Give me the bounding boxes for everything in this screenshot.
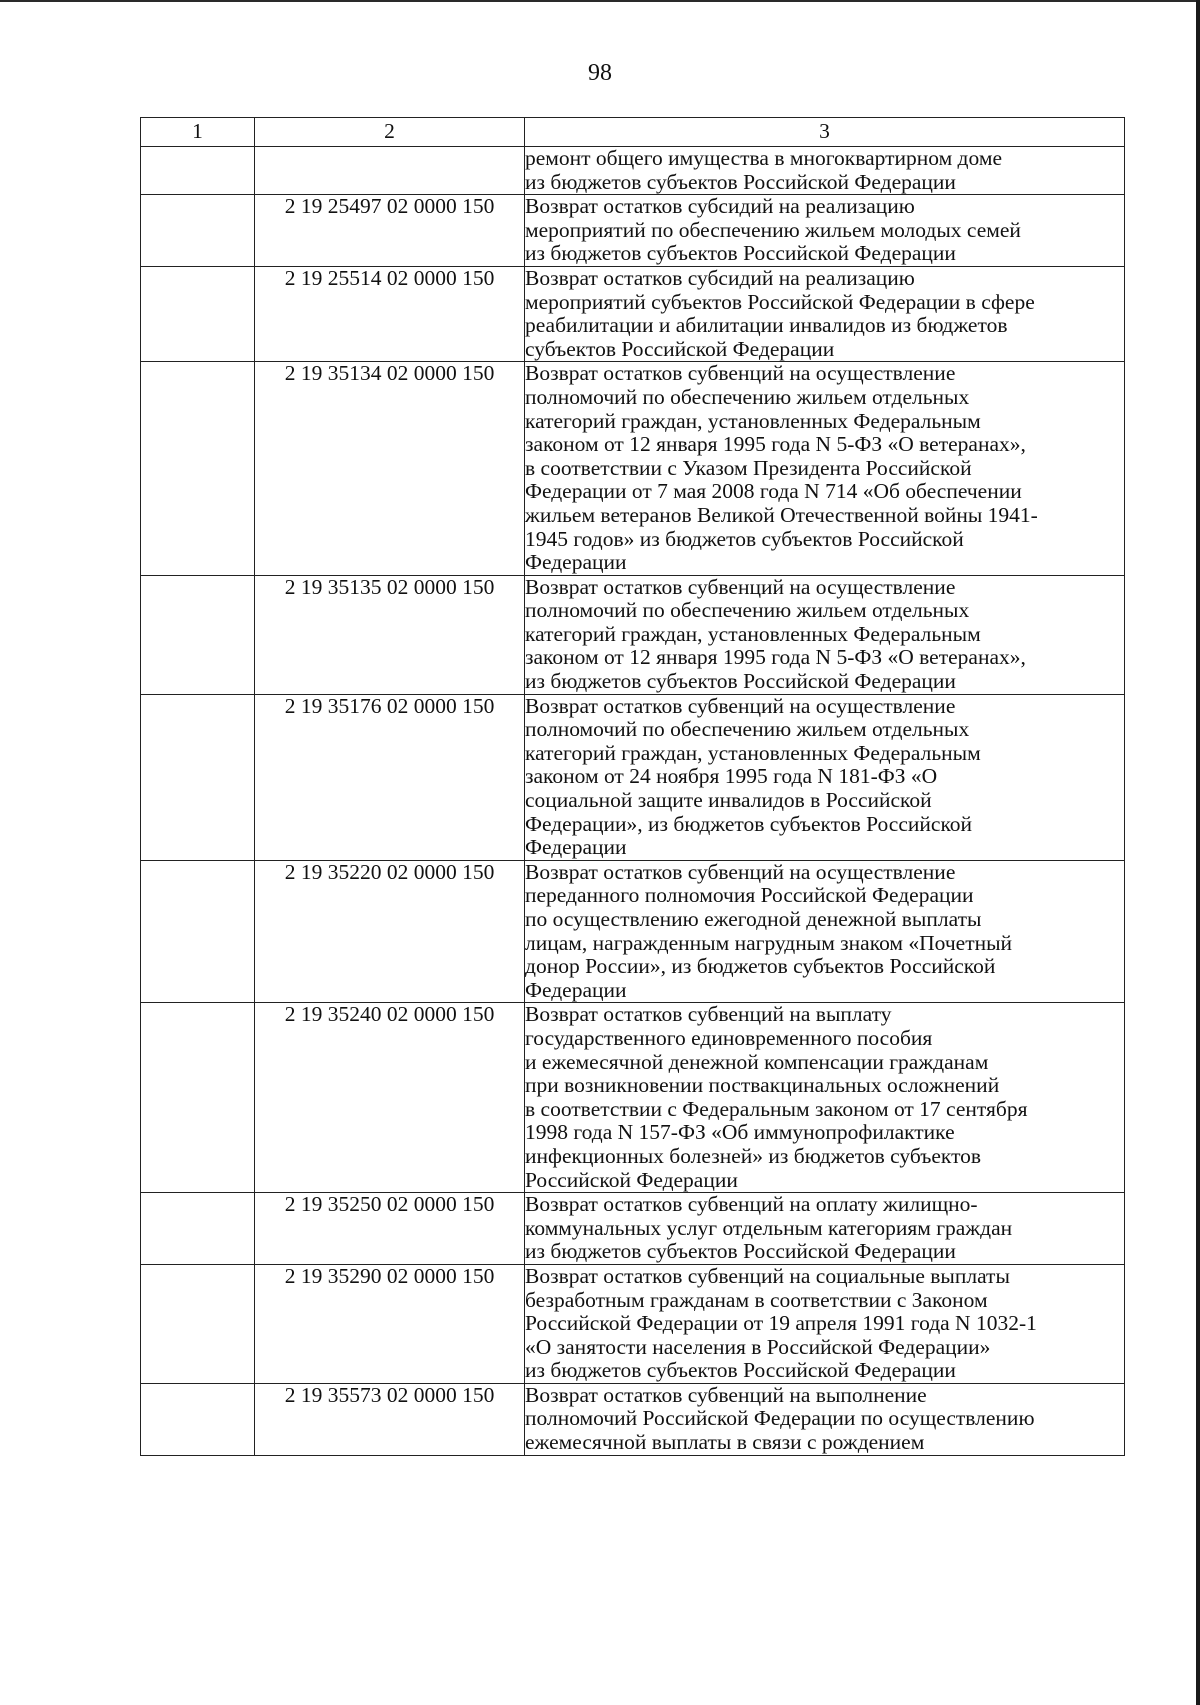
description-line: социальной защите инвалидов в Российской bbox=[525, 788, 932, 813]
column-header-1: 1 bbox=[141, 118, 255, 147]
description-cell bbox=[525, 1383, 1125, 1455]
row-number-cell bbox=[141, 1003, 255, 1193]
row-number-cell bbox=[141, 147, 255, 195]
description-line: государственного единовременного пособия bbox=[525, 1025, 933, 1050]
budget-code-cell: 2 19 35240 02 0000 150 bbox=[255, 1003, 525, 1193]
description-line: Возврат остатков субвенций на осуществление bbox=[525, 859, 956, 884]
description-line: законом от 24 ноября 1995 года N 181-ФЗ «О bbox=[525, 764, 938, 789]
description-line: лицам, награжденным нагрудным знаком «Почетный bbox=[525, 930, 1013, 955]
description-line: из бюджетов субъектов Российской Федерации bbox=[525, 241, 956, 266]
description-line: жильем ветеранов Великой Отечественной войны 1941- bbox=[525, 502, 1038, 527]
description-line: Возврат остатков субсидий на реализацию bbox=[525, 265, 915, 290]
description-line: Возврат остатков субсидий на реализацию bbox=[525, 194, 915, 219]
description-cell bbox=[525, 147, 1125, 195]
description-line: категорий граждан, установленных Федеральным bbox=[525, 740, 981, 765]
scan-right-edge bbox=[1196, 0, 1200, 1705]
description-line: Федерации bbox=[525, 835, 627, 860]
description-line: полномочий по обеспечению жильем отдельных bbox=[525, 598, 970, 623]
table-header-row bbox=[141, 118, 1125, 147]
budget-code-cell: 2 19 25514 02 0000 150 bbox=[255, 266, 525, 361]
description-line: законом от 12 января 1995 года N 5-ФЗ «О ветеранах», bbox=[525, 645, 1026, 670]
table-row bbox=[141, 860, 1125, 1003]
row-number-cell bbox=[141, 860, 255, 1003]
description-cell bbox=[525, 1193, 1125, 1265]
table-row bbox=[141, 694, 1125, 860]
table-row bbox=[141, 266, 1125, 361]
row-number-cell bbox=[141, 1383, 255, 1455]
description-line: категорий граждан, установленных Федеральным bbox=[525, 408, 981, 433]
description-line: в соответствии с Федеральным законом от 17 сентября bbox=[525, 1096, 1028, 1121]
budget-code-cell bbox=[255, 147, 525, 195]
description-line: переданного полномочия Российской Федерации bbox=[525, 883, 974, 908]
table-row bbox=[141, 1383, 1125, 1455]
description-line: Возврат остатков субвенций на осуществление bbox=[525, 693, 956, 718]
scan-top-edge bbox=[0, 0, 1200, 2]
table-body bbox=[141, 147, 1125, 1456]
description-line: донор России», из бюджетов субъектов Российской bbox=[525, 954, 996, 979]
row-number-cell bbox=[141, 362, 255, 575]
description-line: полномочий по обеспечению жильем отдельных bbox=[525, 717, 970, 742]
budget-code-cell: 2 19 35220 02 0000 150 bbox=[255, 860, 525, 1003]
column-header-2: 2 bbox=[255, 118, 525, 147]
description-cell bbox=[525, 266, 1125, 361]
description-line: мероприятий по обеспечению жильем молодых семей bbox=[525, 217, 1021, 242]
budget-codes-table bbox=[140, 117, 1125, 1456]
description-line: безработным гражданам в соответствии с Законом bbox=[525, 1287, 988, 1312]
row-number-cell bbox=[141, 1193, 255, 1265]
budget-code-cell: 2 19 35134 02 0000 150 bbox=[255, 362, 525, 575]
page-number: 98 bbox=[588, 60, 612, 86]
budget-code-cell: 2 19 35573 02 0000 150 bbox=[255, 1383, 525, 1455]
budget-code-cell: 2 19 35290 02 0000 150 bbox=[255, 1264, 525, 1383]
description-line: Возврат остатков субвенций на выполнение bbox=[525, 1382, 927, 1407]
table-row bbox=[141, 195, 1125, 267]
description-line: Возврат остатков субвенций на выплату bbox=[525, 1002, 892, 1027]
description-line: из бюджетов субъектов Российской Федерации bbox=[525, 169, 956, 194]
description-line: Возврат остатков субвенций на осуществление bbox=[525, 574, 956, 599]
table-row bbox=[141, 362, 1125, 575]
description-cell bbox=[525, 860, 1125, 1003]
table-row bbox=[141, 147, 1125, 195]
description-line: Федерации bbox=[525, 550, 627, 575]
description-line: и ежемесячной денежной компенсации гражданам bbox=[525, 1049, 989, 1074]
row-number-cell bbox=[141, 1264, 255, 1383]
description-line: категорий граждан, установленных Федеральным bbox=[525, 621, 981, 646]
description-line: в соответствии с Указом Президента Российской bbox=[525, 455, 972, 480]
description-line: из бюджетов субъектов Российской Федерации bbox=[525, 1239, 956, 1264]
table-row bbox=[141, 1193, 1125, 1265]
description-line: Российской Федерации bbox=[525, 1167, 738, 1192]
description-line: «О занятости населения в Российской Федерации» bbox=[525, 1334, 991, 1359]
description-line: реабилитации и абилитации инвалидов из бюджетов bbox=[525, 313, 1008, 338]
column-header-3: 3 bbox=[525, 118, 1125, 147]
description-line: 1945 годов» из бюджетов субъектов Российской bbox=[525, 526, 964, 551]
description-cell bbox=[525, 1264, 1125, 1383]
table-row bbox=[141, 1264, 1125, 1383]
row-number-cell bbox=[141, 195, 255, 267]
description-line: субъектов Российской Федерации bbox=[525, 336, 835, 361]
description-line: коммунальных услуг отдельным категориям граждан bbox=[525, 1215, 1013, 1240]
description-line: Возврат остатков субвенций на социальные выплаты bbox=[525, 1263, 1010, 1288]
description-line: по осуществлению ежегодной денежной выплаты bbox=[525, 907, 982, 931]
budget-code-cell: 2 19 35250 02 0000 150 bbox=[255, 1193, 525, 1265]
budget-code-cell: 2 19 25497 02 0000 150 bbox=[255, 195, 525, 267]
description-cell bbox=[525, 694, 1125, 860]
table-row bbox=[141, 1003, 1125, 1193]
description-line: Федерации bbox=[525, 977, 627, 1002]
description-line: 1998 года N 157-ФЗ «Об иммунопрофилактике bbox=[525, 1120, 955, 1145]
description-line: из бюджетов субъектов Российской Федерации bbox=[525, 1358, 956, 1383]
description-line: Федерации от 7 мая 2008 года N 714 «Об обеспечении bbox=[525, 479, 1022, 504]
description-cell bbox=[525, 575, 1125, 694]
description-line: законом от 12 января 1995 года N 5-ФЗ «О ветеранах», bbox=[525, 432, 1026, 457]
description-line: ежемесячной выплаты в связи с рождением bbox=[525, 1430, 925, 1455]
description-line: из бюджетов субъектов Российской Федерации bbox=[525, 669, 956, 694]
description-cell bbox=[525, 195, 1125, 267]
description-cell bbox=[525, 1003, 1125, 1193]
description-line: полномочий по обеспечению жильем отдельных bbox=[525, 384, 970, 409]
row-number-cell bbox=[141, 694, 255, 860]
table-row bbox=[141, 575, 1125, 694]
description-line: мероприятий субъектов Российской Федерации в сфере bbox=[525, 289, 1035, 314]
budget-code-cell: 2 19 35176 02 0000 150 bbox=[255, 694, 525, 860]
description-line: ремонт общего имущества в многоквартирном доме bbox=[525, 146, 1002, 170]
budget-code-cell: 2 19 35135 02 0000 150 bbox=[255, 575, 525, 694]
description-line: Федерации», из бюджетов субъектов Российской bbox=[525, 811, 973, 836]
description-line: Российской Федерации от 19 апреля 1991 года N 1032-1 bbox=[525, 1311, 1037, 1336]
description-line: при возникновении поствакцинальных осложнений bbox=[525, 1073, 1000, 1098]
description-line: Возврат остатков субвенций на оплату жилищно- bbox=[525, 1192, 978, 1217]
description-cell bbox=[525, 362, 1125, 575]
description-line: инфекционных болезней» из бюджетов субъектов bbox=[525, 1143, 982, 1168]
row-number-cell bbox=[141, 575, 255, 694]
description-line: Возврат остатков субвенций на осуществление bbox=[525, 361, 956, 386]
row-number-cell bbox=[141, 266, 255, 361]
description-line: полномочий Российской Федерации по осуществлению bbox=[525, 1406, 1035, 1431]
